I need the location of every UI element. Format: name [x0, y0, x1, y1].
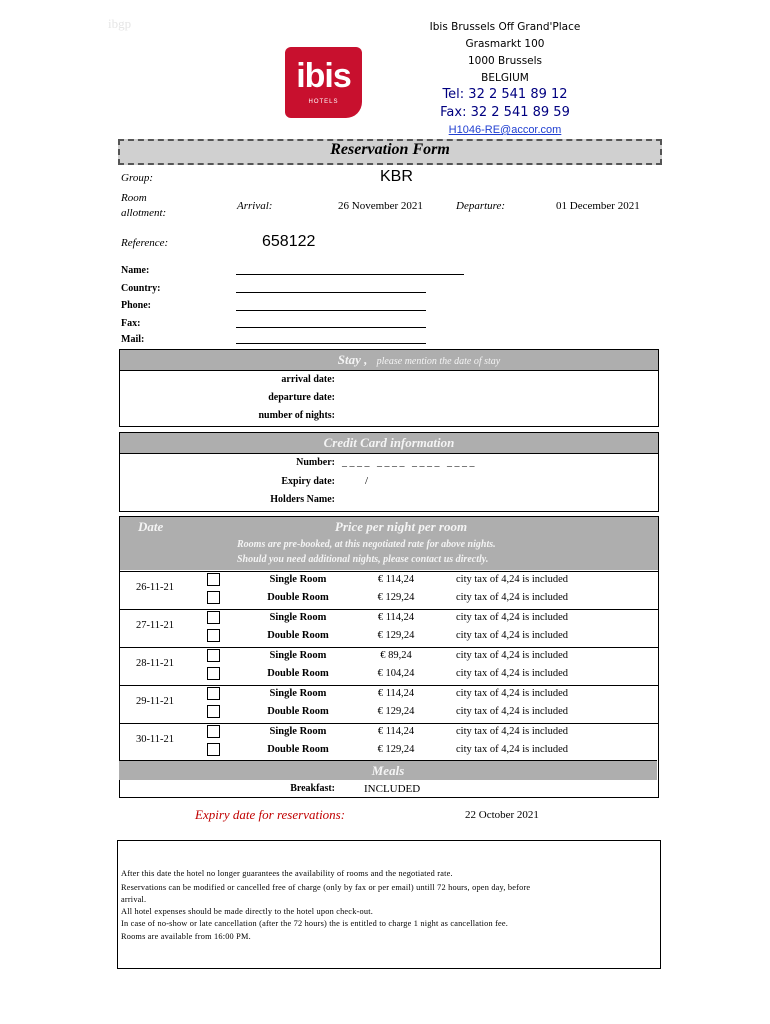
city-tax-note: city tax of 4,24 is included [456, 574, 568, 585]
rates-note-1: Rooms are pre-booked, at this negotiated rate for above nights. [237, 539, 496, 550]
departure-label: Departure: [456, 200, 506, 212]
city-tax-note: city tax of 4,24 is included [456, 592, 568, 603]
group-value: KBR [380, 168, 413, 185]
holder-name-label: Holders Name: [270, 494, 335, 505]
expiry-value: 22 October 2021 [465, 809, 539, 821]
phone-input-line[interactable] [236, 310, 426, 311]
room-checkbox[interactable] [207, 743, 220, 756]
hotel-email-link[interactable]: H1046-RE@accor.com [448, 124, 562, 136]
stay-header [119, 349, 659, 371]
rates-note-2: Should you need additional nights, please contact us directly. [237, 554, 489, 565]
condition-6: Rooms are available from 16:00 PM. [121, 932, 251, 941]
form-title: Reservation Form [330, 141, 450, 158]
city-tax-note: city tax of 4,24 is included [456, 706, 568, 717]
city-tax-note: city tax of 4,24 is included [456, 630, 568, 641]
room-type: Single Room [269, 688, 327, 699]
date-header: Date [138, 519, 164, 534]
country-label: Country: [121, 283, 161, 294]
rate-row-separator [120, 685, 658, 686]
room-checkbox[interactable] [207, 687, 220, 700]
stay-note: please mention the date of stay [376, 356, 501, 367]
name-input-line[interactable] [236, 274, 464, 275]
room-price: € 129,24 [377, 744, 415, 755]
expiry-date-input[interactable]: / [365, 475, 369, 487]
nights-label: number of nights: [258, 410, 335, 421]
room-price: € 89,24 [380, 650, 412, 661]
city-tax-note: city tax of 4,24 is included [456, 668, 568, 679]
stay-title: Stay , [337, 352, 368, 367]
room-checkbox[interactable] [207, 573, 220, 586]
breakfast-value: INCLUDED [364, 783, 421, 795]
condition-1: After this date the hotel no longer guarantees the availability of rooms and the negotiated rate. [121, 869, 453, 878]
card-number-input[interactable]: _ _ _ _ _ _ _ _ _ _ _ _ _ _ _ _ [342, 457, 475, 468]
breakfast-label: Breakfast: [290, 783, 335, 794]
reference-value: 658122 [262, 233, 316, 250]
room-checkbox[interactable] [207, 611, 220, 624]
fax-label: Fax: [121, 318, 141, 329]
city-tax-note: city tax of 4,24 is included [456, 650, 568, 661]
room-allotment-label-2: allotment: [121, 207, 167, 219]
group-label: Group: [121, 172, 153, 184]
hotel-tel: Tel: 32 2 541 89 12 [442, 87, 568, 102]
city-tax-note: city tax of 4,24 is included [456, 688, 568, 699]
rate-row-separator [120, 723, 658, 724]
room-price: € 129,24 [377, 592, 415, 603]
rate-date: 27-11-21 [135, 620, 175, 631]
departure-value: 01 December 2021 [556, 200, 640, 212]
rate-date: 30-11-21 [135, 734, 175, 745]
hotel-fax: Fax: 32 2 541 89 59 [440, 105, 570, 120]
watermark-text: ibgp [108, 16, 132, 31]
room-price: € 114,24 [377, 574, 415, 585]
rate-row-separator [120, 647, 658, 648]
city-tax-note: city tax of 4,24 is included [456, 744, 568, 755]
room-type: Double Room [267, 592, 329, 603]
room-price: € 129,24 [377, 706, 415, 717]
room-type: Single Room [269, 726, 327, 737]
room-allotment-label-1: Room [121, 192, 147, 204]
logo-subtext: HOTELS [308, 99, 339, 105]
rate-row-separator [120, 571, 658, 572]
city-tax-note: city tax of 4,24 is included [456, 612, 568, 623]
price-header: Price per night per room [334, 519, 468, 534]
room-checkbox[interactable] [207, 591, 220, 604]
arrival-date-label: arrival date: [281, 374, 335, 385]
room-type: Single Room [269, 650, 327, 661]
room-type: Double Room [267, 668, 329, 679]
room-price: € 129,24 [377, 630, 415, 641]
room-type: Single Room [269, 612, 327, 623]
fax-input-line[interactable] [236, 327, 426, 328]
rate-row-separator [120, 609, 658, 610]
room-type: Double Room [267, 744, 329, 755]
phone-label: Phone: [121, 300, 151, 311]
hotel-city: 1000 Brussels [467, 55, 543, 67]
credit-card-header: Credit Card information [119, 432, 659, 454]
rate-date: 26-11-21 [135, 582, 175, 593]
name-label: Name: [121, 265, 150, 276]
condition-4: All hotel expenses should be made directly to the hotel upon check-out. [121, 907, 373, 916]
room-price: € 104,24 [377, 668, 415, 679]
departure-date-label: departure date: [268, 392, 335, 403]
room-type: Double Room [267, 630, 329, 641]
reference-label: Reference: [121, 237, 169, 249]
logo-word: ibis [296, 57, 351, 95]
room-checkbox[interactable] [207, 705, 220, 718]
mail-label: Mail: [121, 334, 145, 345]
hotel-name: Ibis Brussels Off Grand'Place [429, 21, 581, 33]
expiry-label: Expiry date for reservations: [195, 807, 346, 822]
condition-3: arrival. [121, 895, 147, 904]
hotel-country: BELGIUM [481, 72, 529, 84]
country-input-line[interactable] [236, 292, 426, 293]
arrival-label: Arrival: [237, 200, 273, 212]
mail-input-line[interactable] [236, 343, 426, 344]
condition-5: In case of no-show or late cancellation (after the 72 hours) the is entitled to charge 1 night as cancellation fee. [121, 919, 509, 928]
room-checkbox[interactable] [207, 667, 220, 680]
city-tax-note: city tax of 4,24 is included [456, 726, 568, 737]
conditions-box [117, 840, 661, 969]
rate-date: 28-11-21 [135, 658, 175, 669]
arrival-value: 26 November 2021 [338, 200, 423, 212]
meals-header: Meals [119, 760, 657, 780]
expiry-date-label: Expiry date: [281, 476, 335, 487]
room-price: € 114,24 [377, 726, 415, 737]
room-checkbox[interactable] [207, 725, 220, 738]
hotel-street: Grasmarkt 100 [465, 38, 545, 50]
room-checkbox[interactable] [207, 649, 220, 662]
card-number-label: Number: [296, 457, 335, 468]
room-type: Double Room [267, 706, 329, 717]
ibis-logo [285, 47, 362, 118]
room-price: € 114,24 [377, 612, 415, 623]
room-type: Single Room [269, 574, 327, 585]
condition-2: Reservations can be modified or cancelled free of charge (only by fax or per email) untill 72 hours, open day, before [121, 883, 531, 892]
rate-date: 29-11-21 [135, 696, 175, 707]
room-checkbox[interactable] [207, 629, 220, 642]
room-price: € 114,24 [377, 688, 415, 699]
